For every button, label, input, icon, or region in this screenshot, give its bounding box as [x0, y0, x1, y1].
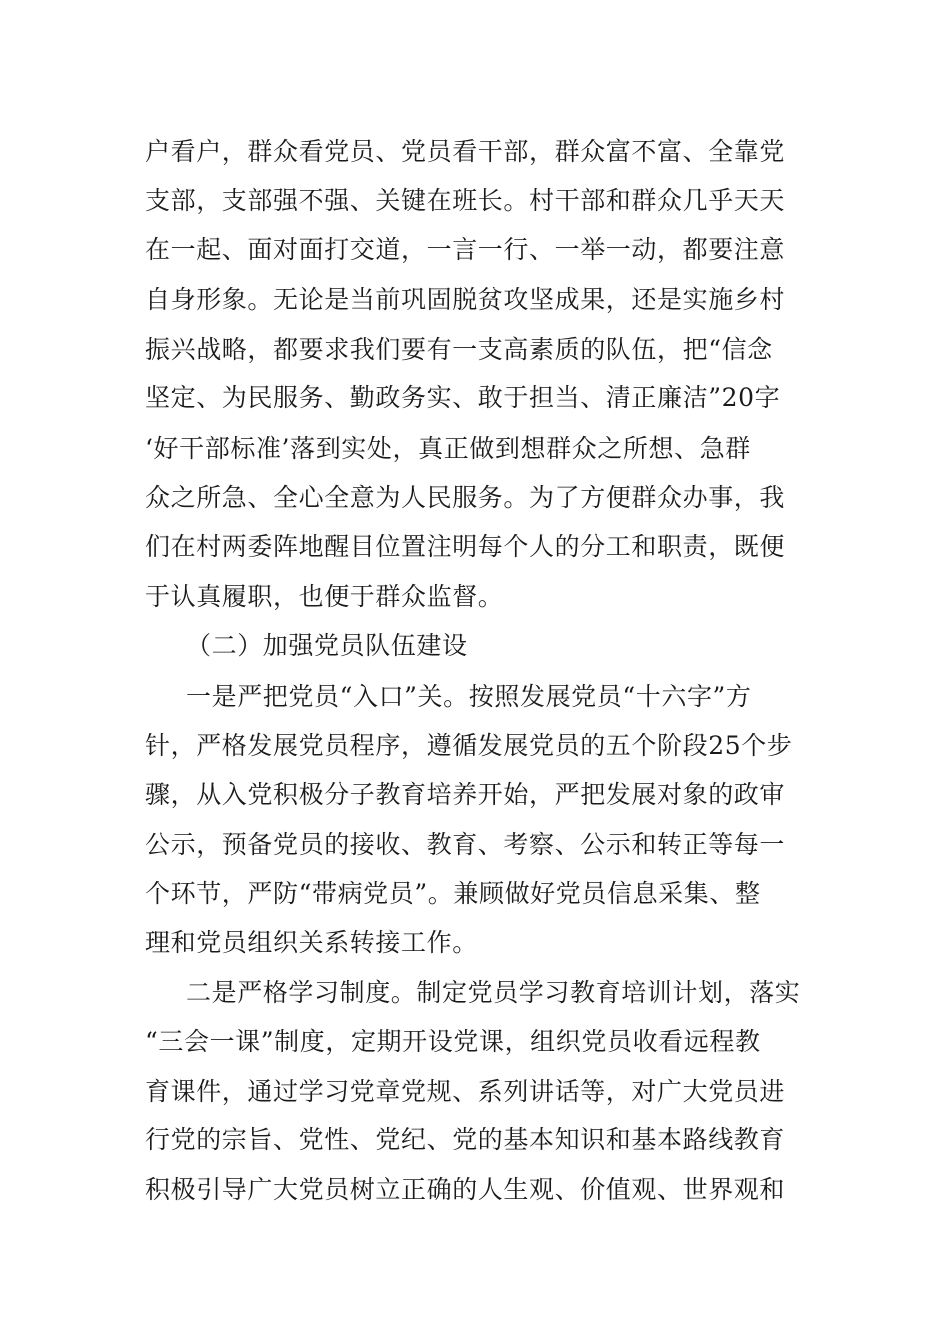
body-text-line: 支部，支部强不强、关键在班长。村干部和群众几乎天天 [145, 186, 786, 215]
body-text-line: 们在村两委阵地醒目位置注明每个人的分工和职责，既便 [145, 532, 786, 561]
body-text-line: ‘好干部标准’落到实处，真正做到想群众之所想、急群 [145, 434, 751, 463]
body-text-line: 骤，从入党积极分子教育培养开始，严把发展对象的政审 [145, 780, 786, 809]
body-text-line: 自身形象。无论是当前巩固脱贫攻坚成果，还是实施乡村 [145, 285, 786, 314]
body-text-line: 积极引导广大党员树立正确的人生观、价值观、世界观和 [145, 1175, 786, 1204]
section-heading: （二）加强党员队伍建设 [186, 631, 468, 660]
body-text-line: 于认真履职，也便于群众监督。 [145, 582, 504, 611]
body-text-line: 理和党员组织关系转接工作。 [145, 928, 478, 957]
body-text-line: 二是严格学习制度。制定党员学习教育培训计划，落实 [186, 978, 801, 1007]
body-text-line: 针，严格发展党员程序，遵循发展党员的五个阶段25个步 [145, 731, 793, 760]
body-text-line: 振兴战略，都要求我们要有一支高素质的队伍，把“信念 [145, 335, 773, 364]
body-text-line: 众之所急、全心全意为人民服务。为了方便群众办事，我 [145, 483, 786, 512]
body-text-line: 公示，预备党员的接收、教育、考察、公示和转正等每一 [145, 830, 786, 859]
body-text-line: 育课件，通过学习党章党规、系列讲话等，对广大党员进 [145, 1077, 786, 1106]
body-text-line: 在一起、面对面打交道，一言一行、一举一动，都要注意 [145, 235, 786, 264]
body-text-line: 一是严把党员“入口”关。按照发展党员“十六字”方 [186, 682, 752, 711]
body-text-line: 户看户，群众看党员、党员看干部，群众富不富、全靠党 [145, 137, 786, 166]
body-text-line: “三会一课”制度，定期开设党课，组织党员收看远程教 [145, 1027, 761, 1056]
body-text-line: 行党的宗旨、党性、党纪、党的基本知识和基本路线教育 [145, 1125, 786, 1154]
body-text-line: 个环节，严防“带病党员”。兼顾做好党员信息采集、整 [145, 879, 761, 908]
body-text-line: 坚定、为民服务、勤政务实、敢于担当、清正廉洁”20字 [145, 383, 781, 412]
